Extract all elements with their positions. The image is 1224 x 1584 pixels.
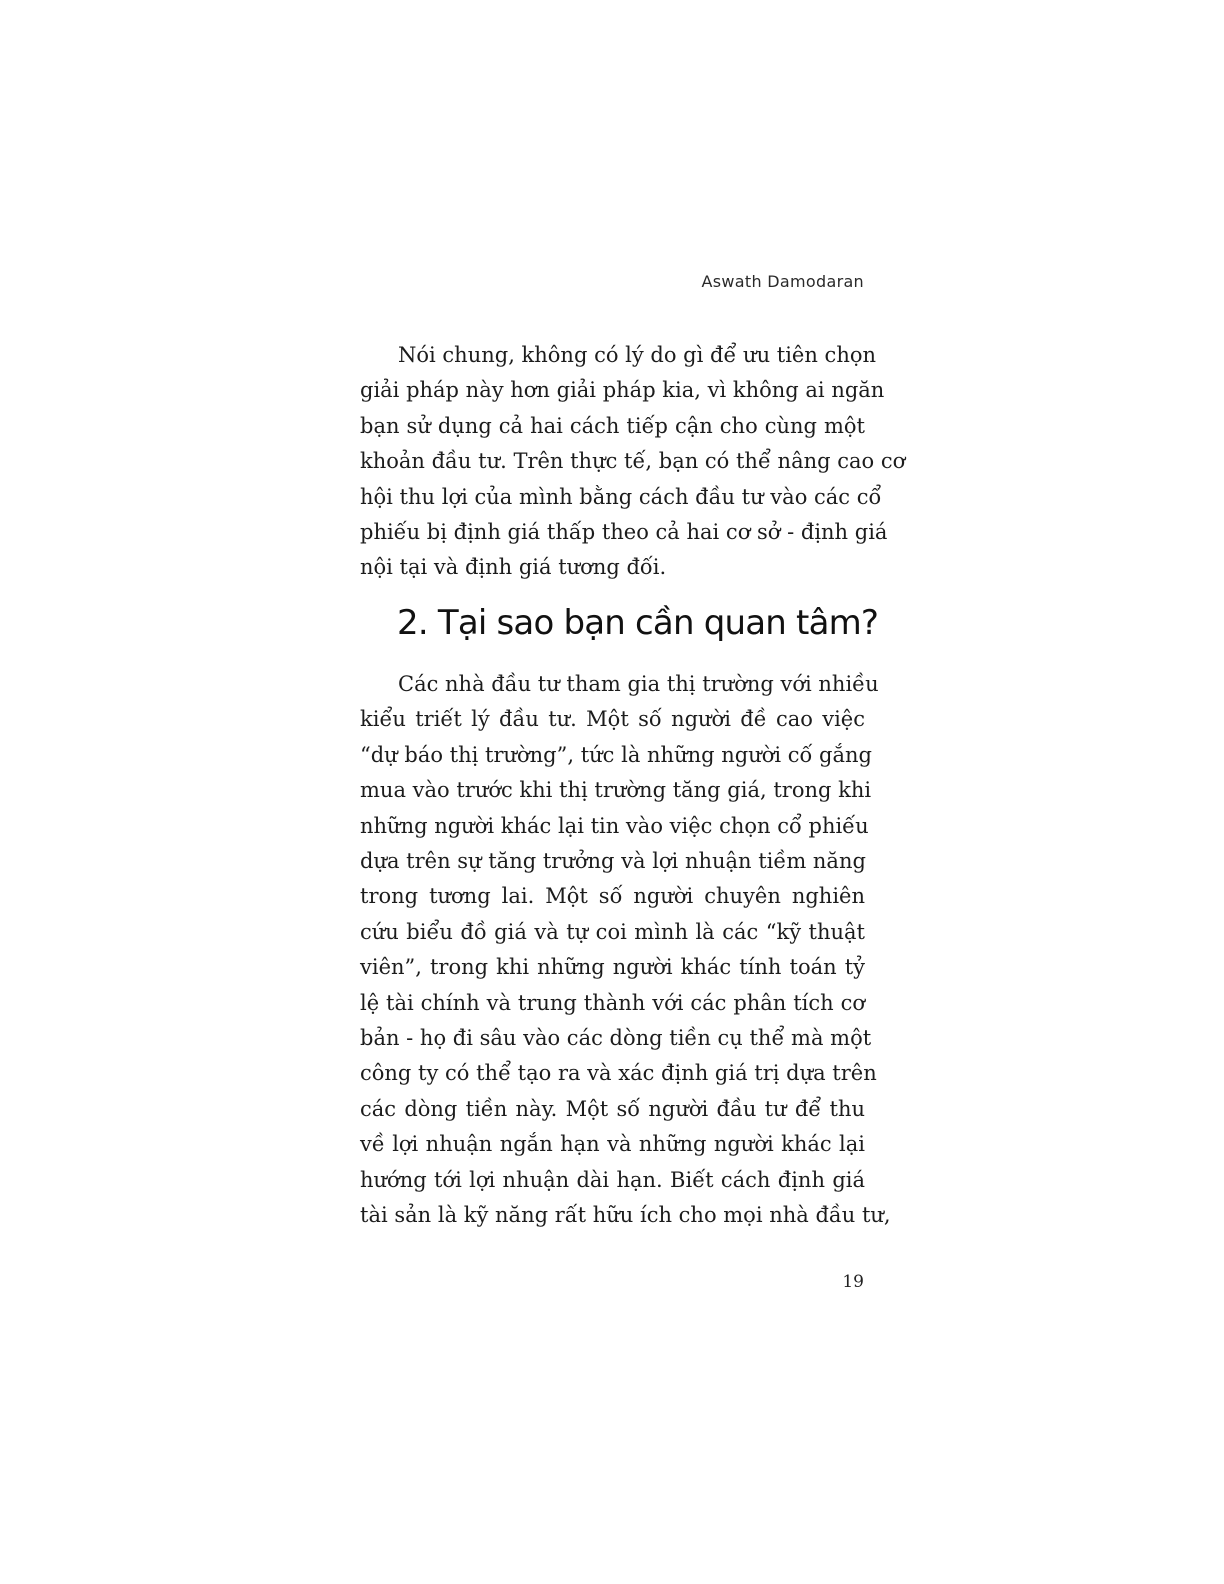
paragraph-line: mua vào trước khi thị trường tăng giá, trong khi: [360, 778, 872, 803]
paragraph-line: lệ tài chính và trung thành với các phân tích cơ: [360, 990, 865, 1015]
paragraph-line: các dòng tiền này. Một số người đầu tư để thu: [360, 1096, 865, 1121]
paragraph-line: “dự báo thị trường”, tức là những người cố gắng: [360, 742, 872, 767]
paragraph-line: tài sản là kỹ năng rất hữu ích cho mọi nhà đầu tư,: [360, 1203, 891, 1228]
paragraph-line: những người khác lại tin vào việc chọn cổ phiếu: [360, 813, 869, 838]
paragraph-line: nội tại và định giá tương đối.: [360, 555, 667, 580]
page-number: 19: [842, 1272, 864, 1292]
paragraph-line: Nói chung, không có lý do gì để ưu tiên chọn: [398, 343, 877, 367]
paragraph-line: hội thu lợi của mình bằng cách đầu tư vào các cổ: [360, 484, 882, 509]
paragraph-line: dựa trên sự tăng trưởng và lợi nhuận tiềm năng: [360, 849, 866, 874]
body-paragraph-1: [360, 338, 906, 586]
paragraph-line: viên”, trong khi những người khác tính toán tỷ: [360, 955, 865, 980]
paragraph-line: bạn sử dụng cả hai cách tiếp cận cho cùng một: [360, 413, 865, 438]
running-head-author: Aswath Damodaran: [701, 272, 864, 291]
paragraph-line: hướng tới lợi nhuận dài hạn. Biết cách định giá: [360, 1167, 865, 1192]
paragraph-line: kiểu triết lý đầu tư. Một số người đề cao việc: [360, 707, 865, 732]
paragraph-line: công ty có thể tạo ra và xác định giá trị dựa trên: [360, 1061, 877, 1086]
paragraph-line: phiếu bị định giá thấp theo cả hai cơ sở - định giá: [360, 520, 888, 545]
paragraph-line: cứu biểu đồ giá và tự coi mình là các “kỹ thuật: [360, 919, 865, 944]
paragraph-line: bản - họ đi sâu vào các dòng tiền cụ thể mà một: [360, 1026, 872, 1051]
section-heading: 2. Tại sao bạn cần quan tâm?: [397, 603, 879, 643]
body-paragraph-2: [360, 667, 891, 1234]
paragraph-line: giải pháp này hơn giải pháp kia, vì không ai ngăn: [360, 378, 885, 403]
paragraph-line: Các nhà đầu tư tham gia thị trường với nhiều: [398, 672, 879, 696]
paragraph-line: trong tương lai. Một số người chuyên nghiên: [360, 884, 865, 909]
paragraph-line: khoản đầu tư. Trên thực tế, bạn có thể nâng cao cơ: [360, 449, 906, 474]
paragraph-line: về lợi nhuận ngắn hạn và những người khác lại: [360, 1132, 865, 1157]
